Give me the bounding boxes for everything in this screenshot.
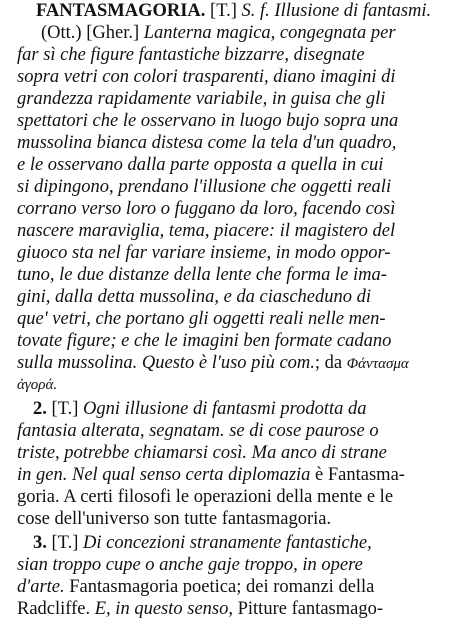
entry-line-6: spettatori che le osservano in luogo bujo sopra una bbox=[17, 111, 399, 131]
entry-definition-start: S. f. Illusione di fantasmi. bbox=[241, 1, 432, 21]
sense-text: d'arte. bbox=[17, 577, 70, 597]
entry-line-4: sopra vetri con colori trasparenti, diano imagini di bbox=[17, 67, 396, 87]
sense-number: 2. bbox=[33, 399, 52, 419]
sense-2-line-6: cose dell'universo son tutte fantasmagoria. bbox=[17, 509, 332, 529]
entry-line-10: corrano verso loro o fuggano da loro, facendo così bbox=[17, 199, 396, 219]
entry-line-11: nascere maraviglia, tema, piacere: il magistero del bbox=[17, 221, 396, 241]
sense-text: Radcliffe. bbox=[17, 599, 95, 619]
entry-sources: (Ott.) [Gher.] bbox=[41, 23, 144, 43]
sense-2-line-1 bbox=[33, 398, 367, 420]
entry-source-tag: [T.] bbox=[51, 533, 83, 553]
sense-text: Pitture fantasmago- bbox=[237, 599, 383, 619]
entry-line-13: tuno, le due distanze della lente che forma le ima- bbox=[17, 265, 387, 285]
entry-line-17 bbox=[17, 352, 409, 374]
sense-text: Fantasmagoria poetica; dei romanzi della bbox=[69, 577, 375, 597]
entry-text: ; da bbox=[314, 353, 347, 373]
entry-line-12: giuoco sta nel far variare insieme, in modo oppor- bbox=[17, 243, 391, 263]
sense-text: E, in questo senso, bbox=[94, 599, 238, 619]
entry-line-8: e le osservano dalla parte opposta a quella in cui bbox=[17, 155, 384, 175]
entry-line-9: si dipingono, prendano l'illusione che oggetti reali bbox=[17, 177, 392, 197]
entry-source-tag: [T.] bbox=[51, 399, 83, 419]
sense-number: 3. bbox=[33, 533, 52, 553]
sense-text: è Fantasma- bbox=[315, 465, 405, 485]
sense-2-line-3: triste, potrebbe chiamarsi così. Ma anco di strane bbox=[17, 443, 387, 463]
entry-line-15: que' vetri, che portano gli oggetti reali nelle men- bbox=[17, 309, 386, 329]
sense-3-line-2: sian troppo cupe o anche gaje troppo, in opere bbox=[17, 555, 363, 575]
entry-line-16: tovate figure; e che le imagini ben formate cadano bbox=[17, 331, 392, 351]
etymology-greek: Φάντασμα bbox=[346, 356, 409, 372]
headword: FANTASMAGORIA. bbox=[36, 1, 206, 21]
entry-source-tag: [T.] bbox=[205, 1, 242, 21]
entry-text: Lanterna magica, congegnata per bbox=[143, 23, 396, 43]
sense-3-line-4 bbox=[17, 598, 383, 620]
entry-line-2 bbox=[41, 22, 396, 44]
entry-line-14: gini, dalla detta mussolina, e da ciascheduno di bbox=[17, 287, 372, 307]
entry-line-18: ἀγορά. bbox=[17, 377, 58, 393]
sense-3-line-1 bbox=[33, 532, 372, 554]
entry-line-1 bbox=[36, 0, 431, 22]
sense-2-line-2: fantasia alterata, segnatam. se di cose paurose o bbox=[17, 421, 379, 441]
entry-line-5: grandezza rapidamente variabile, in guisa che gli bbox=[17, 89, 386, 109]
entry-line-7: mussolina bianca distesa come la tela d'un quadro, bbox=[17, 133, 397, 153]
sense-text: in gen. Nel qual senso certa diplomazia bbox=[17, 465, 316, 485]
sense-text: Di concezioni stranamente fantastiche, bbox=[83, 533, 372, 553]
entry-line-3: far sì che figure fantastiche bizzarre, disegnate bbox=[17, 45, 365, 65]
sense-2-line-5: goria. A certi filosofi le operazioni della mente e le bbox=[17, 487, 394, 507]
sense-2-line-4 bbox=[17, 464, 405, 486]
sense-text: Ogni illusione di fantasmi prodotta da bbox=[83, 399, 367, 419]
entry-text: sulla mussolina. Questo è l'uso più com. bbox=[17, 353, 315, 373]
sense-3-line-3 bbox=[17, 576, 374, 598]
